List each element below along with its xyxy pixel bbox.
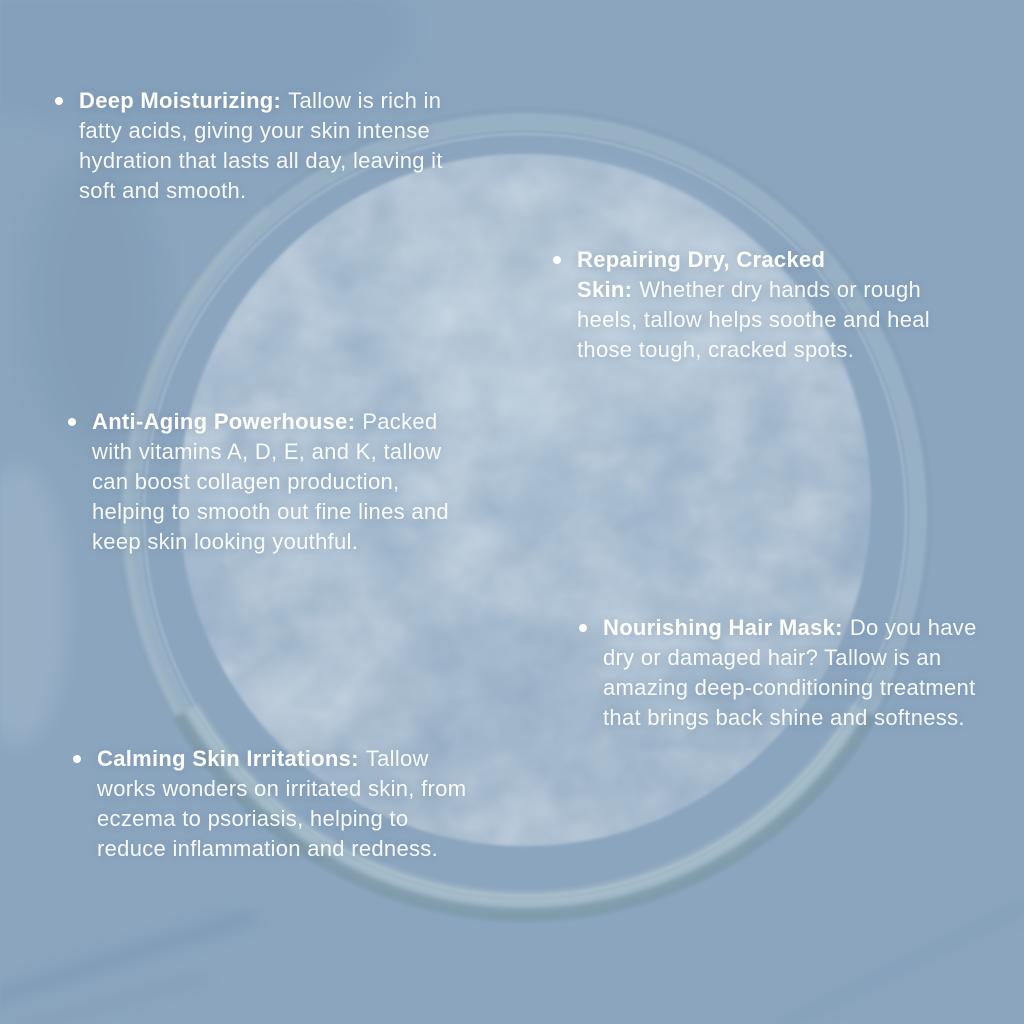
bullet-dot-icon xyxy=(579,624,587,632)
benefit-item-calming-irritations xyxy=(97,744,471,864)
benefit-heading: Anti-Aging Powerhouse: xyxy=(92,409,356,434)
bullet-dot-icon xyxy=(553,256,561,264)
bullet-dot-icon xyxy=(73,755,81,763)
benefit-heading: Calming Skin Irritations: xyxy=(97,746,359,771)
benefit-heading: Repairing Dry, Cracked Skin: xyxy=(577,247,826,302)
benefit-body: Tallow works wonders on irritated skin, from eczema to psoriasis, helping to reduce inflammation and redness. xyxy=(97,746,467,861)
benefit-item-repairing-skin xyxy=(577,245,953,365)
benefit-item-hair-mask xyxy=(603,613,983,733)
benefit-body: Packed with vitamins A, D, E, and K, tallow can boost collagen production, helping to smooth out fine lines and keep skin looking youthful. xyxy=(92,409,449,554)
benefit-body: Whether dry hands or rough heels, tallow helps soothe and heal those tough, cracked spots. xyxy=(577,277,930,362)
bullet-dot-icon xyxy=(68,418,76,426)
benefit-heading: Deep Moisturizing: xyxy=(79,88,282,113)
benefit-body: Tallow is rich in fatty acids, giving your skin intense hydration that lasts all day, leaving it soft and smooth. xyxy=(79,88,443,203)
benefit-body: Do you have dry or damaged hair? Tallow is an amazing deep-conditioning treatment that brings back shine and softness. xyxy=(603,615,977,730)
bullet-dot-icon xyxy=(55,97,63,105)
benefit-item-anti-aging xyxy=(92,407,462,557)
benefit-heading: Nourishing Hair Mask: xyxy=(603,615,843,640)
benefit-item-deep-moisturizing xyxy=(79,86,461,206)
